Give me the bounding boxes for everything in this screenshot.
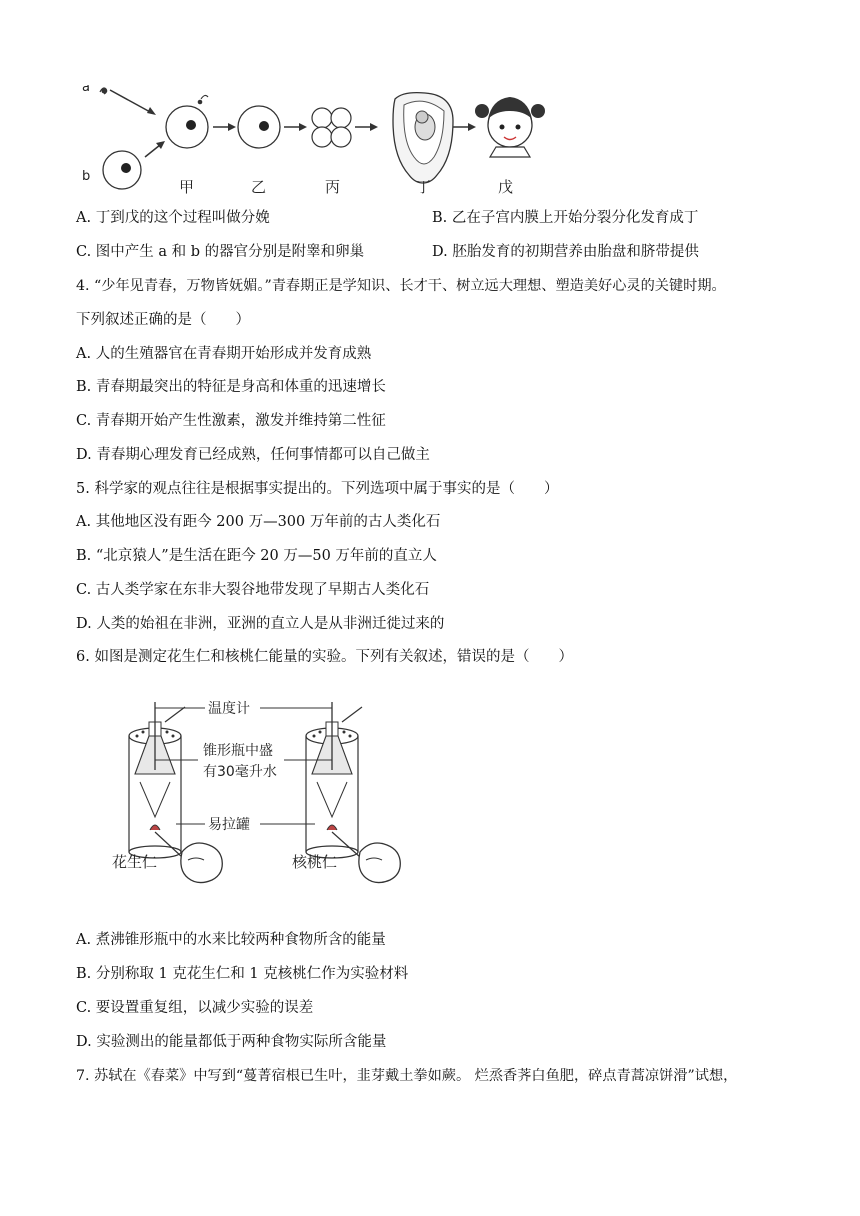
energy-experiment-figure — [110, 692, 420, 892]
stage-ding: 丁 — [416, 178, 432, 196]
q5-option-a: A. 其他地区没有距今 200 万—300 万年前的古人类化石 — [76, 514, 441, 530]
q3-option-c: C. 图中产生 a 和 b 的器官分别是附睾和卵巢 — [76, 244, 365, 260]
q3-option-d: D. 胚胎发育的初期营养由胎盘和脐带提供 — [432, 244, 699, 260]
q4-stem-line2: 下列叙述正确的是（ ） — [76, 312, 250, 328]
q6-option-b: B. 分别称取 1 克花生仁和 1 克核桃仁作为实验材料 — [76, 966, 409, 982]
q6-option-d: D. 实验测出的能量都低于两种食物实际所含能量 — [76, 1034, 387, 1050]
q4-option-c: C. 青春期开始产生性激素，激发并维持第二性征 — [76, 413, 386, 429]
label-b: b — [82, 169, 91, 184]
development-figure — [70, 85, 560, 200]
q4-option-d: D. 青春期心理发育已经成熟，任何事情都可以自己做主 — [76, 447, 430, 463]
stage-bing: 丙 — [325, 178, 341, 196]
arrow-b — [145, 145, 160, 157]
uterus-fetus-icon — [393, 93, 453, 183]
energy-experiment-diagram — [110, 692, 420, 892]
four-cell-embryo-icon — [312, 108, 351, 147]
label-flask-line1: 锥形瓶中盛 — [203, 743, 273, 759]
left-hand-icon — [181, 843, 222, 883]
child-icon — [475, 97, 545, 157]
label-a: a — [82, 85, 90, 95]
q4-stem-line1: 4. “少年见青春，万物皆妩媚。”青春期正是学知识、长才干、树立远大理想、塑造美好心灵的关键时期。 — [76, 278, 726, 294]
q5-option-c: C. 古人类学家在东非大裂谷地带发现了早期古人类化石 — [76, 582, 430, 598]
q7-stem: 7. 苏轼在《春菜》中写到“蔓菁宿根已生叶，韭芽戴土拳如蕨。 烂烝香荠白鱼肥，碎点青蒿凉饼滑”试想， — [76, 1068, 738, 1084]
right-apparatus-icon — [306, 702, 362, 858]
label-thermometer: 温度计 — [208, 701, 250, 717]
label-can: 易拉罐 — [208, 817, 250, 833]
q5-stem: 5. 科学家的观点往往是根据事实提出的。下列选项中属于事实的是（ ） — [76, 481, 559, 497]
label-walnut: 核桃仁 — [292, 853, 338, 871]
q6-option-a: A. 煮沸锥形瓶中的水来比较两种食物所含的能量 — [76, 932, 386, 948]
label-peanut: 花生仁 — [112, 853, 158, 871]
q3-option-a: A. 丁到戊的这个过程叫做分娩 — [76, 210, 270, 226]
q6-stem: 6. 如图是测定花生仁和核桃仁能量的实验。下列有关叙述，错误的是（ ） — [76, 649, 573, 665]
cell-icon — [238, 106, 280, 148]
right-hand-icon — [359, 843, 400, 883]
stage-wu: 戊 — [498, 178, 514, 196]
label-flask-line2: 有30毫升水 — [203, 764, 277, 780]
stage-jia: 甲 — [179, 178, 195, 196]
q3-option-b: B. 乙在子宫内膜上开始分裂分化发育成丁 — [432, 210, 699, 226]
arrow-a — [110, 90, 152, 113]
q4-option-a: A. 人的生殖器官在青春期开始形成并发育成熟 — [76, 346, 372, 362]
development-diagram — [70, 85, 560, 200]
stage-yi: 乙 — [251, 178, 267, 196]
q5-option-d: D. 人类的始祖在非洲，亚洲的直立人是从非洲迁徙过来的 — [76, 616, 445, 632]
q6-option-c: C. 要设置重复组，以减少实验的误差 — [76, 1000, 314, 1016]
left-apparatus-icon — [129, 702, 185, 858]
q4-option-b: B. 青春期最突出的特征是身高和体重的迅速增长 — [76, 379, 386, 395]
q5-option-b: B. “北京猿人”是生活在距今 20 万—50 万年前的直立人 — [76, 548, 437, 564]
